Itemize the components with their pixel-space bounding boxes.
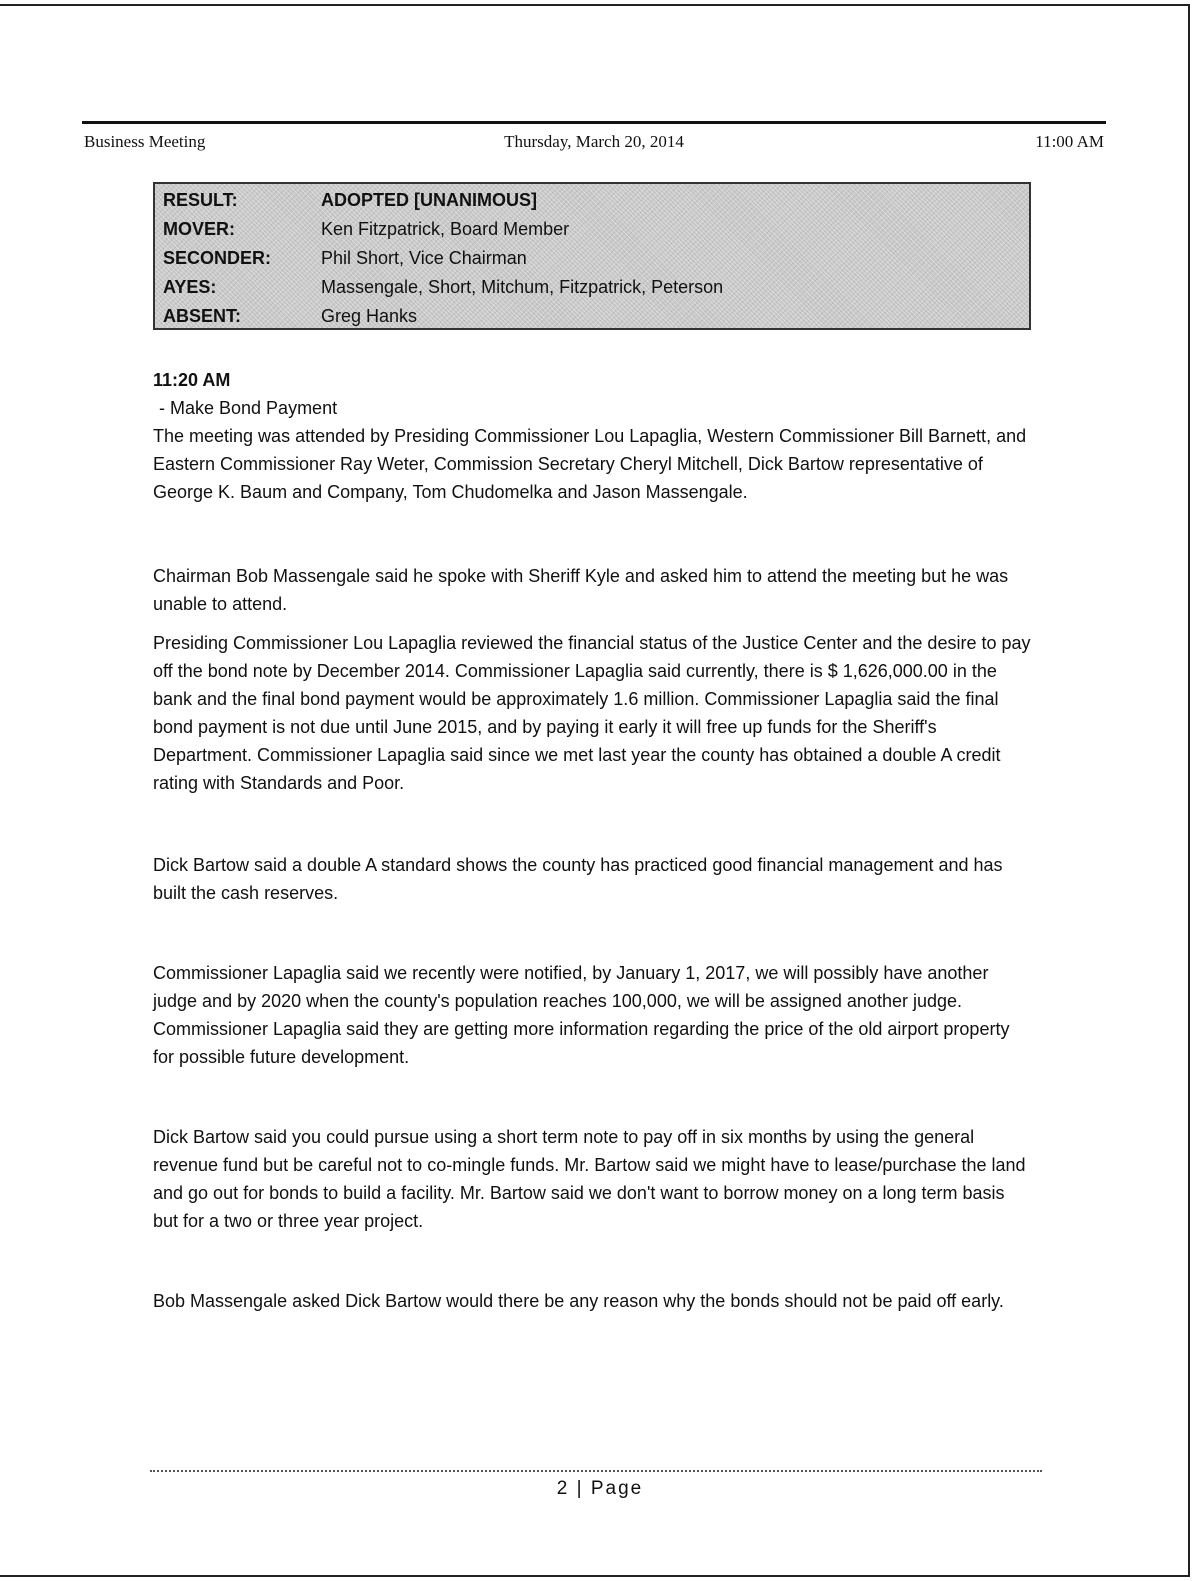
vote-label: SECONDER: bbox=[163, 248, 272, 268]
paragraph-short-term-note: Dick Bartow said you could pursue using a short term note to pay off in six months by using the general revenue fund but be careful not to co-mingle funds. Mr. Bartow said we might have to lease/purchase the land and go out for bonds to build a facility. Mr. Bartow said we don't want to borrow money on a long term basis but for a two or three year project. bbox=[153, 1127, 1026, 1231]
vote-row-seconder bbox=[163, 248, 1029, 277]
paragraph-bonds-question: Bob Massengale asked Dick Bartow would there be any reason why the bonds should not be paid off early. bbox=[153, 1291, 1004, 1311]
vote-result-box bbox=[153, 182, 1031, 330]
paragraph-credit-rating: Dick Bartow said a double A standard shows the county has practiced good financial management and has built the cash reserves. bbox=[153, 855, 1003, 903]
vote-label: RESULT: bbox=[163, 190, 238, 210]
vote-label: MOVER: bbox=[163, 219, 235, 239]
header-date: Thursday, March 20, 2014 bbox=[504, 132, 684, 151]
vote-row-mover bbox=[163, 219, 1029, 248]
vote-value: Greg Hanks bbox=[321, 306, 418, 326]
time-heading: 11:20 AM bbox=[153, 370, 231, 390]
header-time: 11:00 AM bbox=[1035, 132, 1104, 151]
header-meeting-type: Business Meeting bbox=[84, 132, 206, 151]
vote-value: ADOPTED [UNANIMOUS] bbox=[321, 190, 537, 210]
vote-value: Phil Short, Vice Chairman bbox=[321, 248, 527, 268]
vote-row-ayes bbox=[163, 277, 1029, 306]
vote-label: AYES: bbox=[163, 277, 217, 297]
agenda-item: - Make Bond Payment bbox=[159, 398, 338, 418]
vote-value: Massengale, Short, Mitchum, Fitzpatrick, Peterson bbox=[321, 277, 724, 297]
paragraph-financial-status: Presiding Commissioner Lou Lapaglia reviewed the financial status of the Justice Center and the desire to pay off the bond note by December 2014. Commissioner Lapaglia said currently, there is $ 1,626,000.00 in the bank and the final bond payment would be approximately 1.6 million. Commissioner Lapaglia said the final bond payment is not due until June 2015, and by paying it early it will free up funds for the Sheriff's Department. Commissioner Lapaglia said since we met last year the county has obtained a double A credit rating with Standards and Poor. bbox=[153, 633, 1031, 793]
vote-row-result bbox=[163, 190, 1029, 219]
paragraph-judge: Commissioner Lapaglia said we recently were notified, by January 1, 2017, we will possibly have another judge and by 2020 when the county's population reaches 100,000, we will be assigned another judge. Commissioner Lapaglia said they are getting more information regarding the price of the old airport property for possible future development. bbox=[153, 963, 1010, 1067]
paragraph-sheriff: Chairman Bob Massengale said he spoke with Sheriff Kyle and asked him to attend the meeting but he was unable to attend. bbox=[153, 566, 1009, 614]
paragraph-attendance: The meeting was attended by Presiding Commissioner Lou Lapaglia, Western Commissioner Bill Barnett, and Eastern Commissioner Ray Weter, Commission Secretary Cheryl Mitchell, Dick Bartow representative of George K. Baum and Company, Tom Chudomelka and Jason Massengale. bbox=[153, 426, 1027, 502]
vote-label: ABSENT: bbox=[163, 306, 242, 326]
footer-rule bbox=[150, 1470, 1042, 1472]
page-number: 2 | Page bbox=[556, 1478, 644, 1499]
minutes-content bbox=[153, 366, 1033, 1315]
header-rule bbox=[82, 121, 1106, 124]
vote-value: Ken Fitzpatrick, Board Member bbox=[321, 219, 570, 239]
vote-row-absent bbox=[163, 306, 1029, 335]
